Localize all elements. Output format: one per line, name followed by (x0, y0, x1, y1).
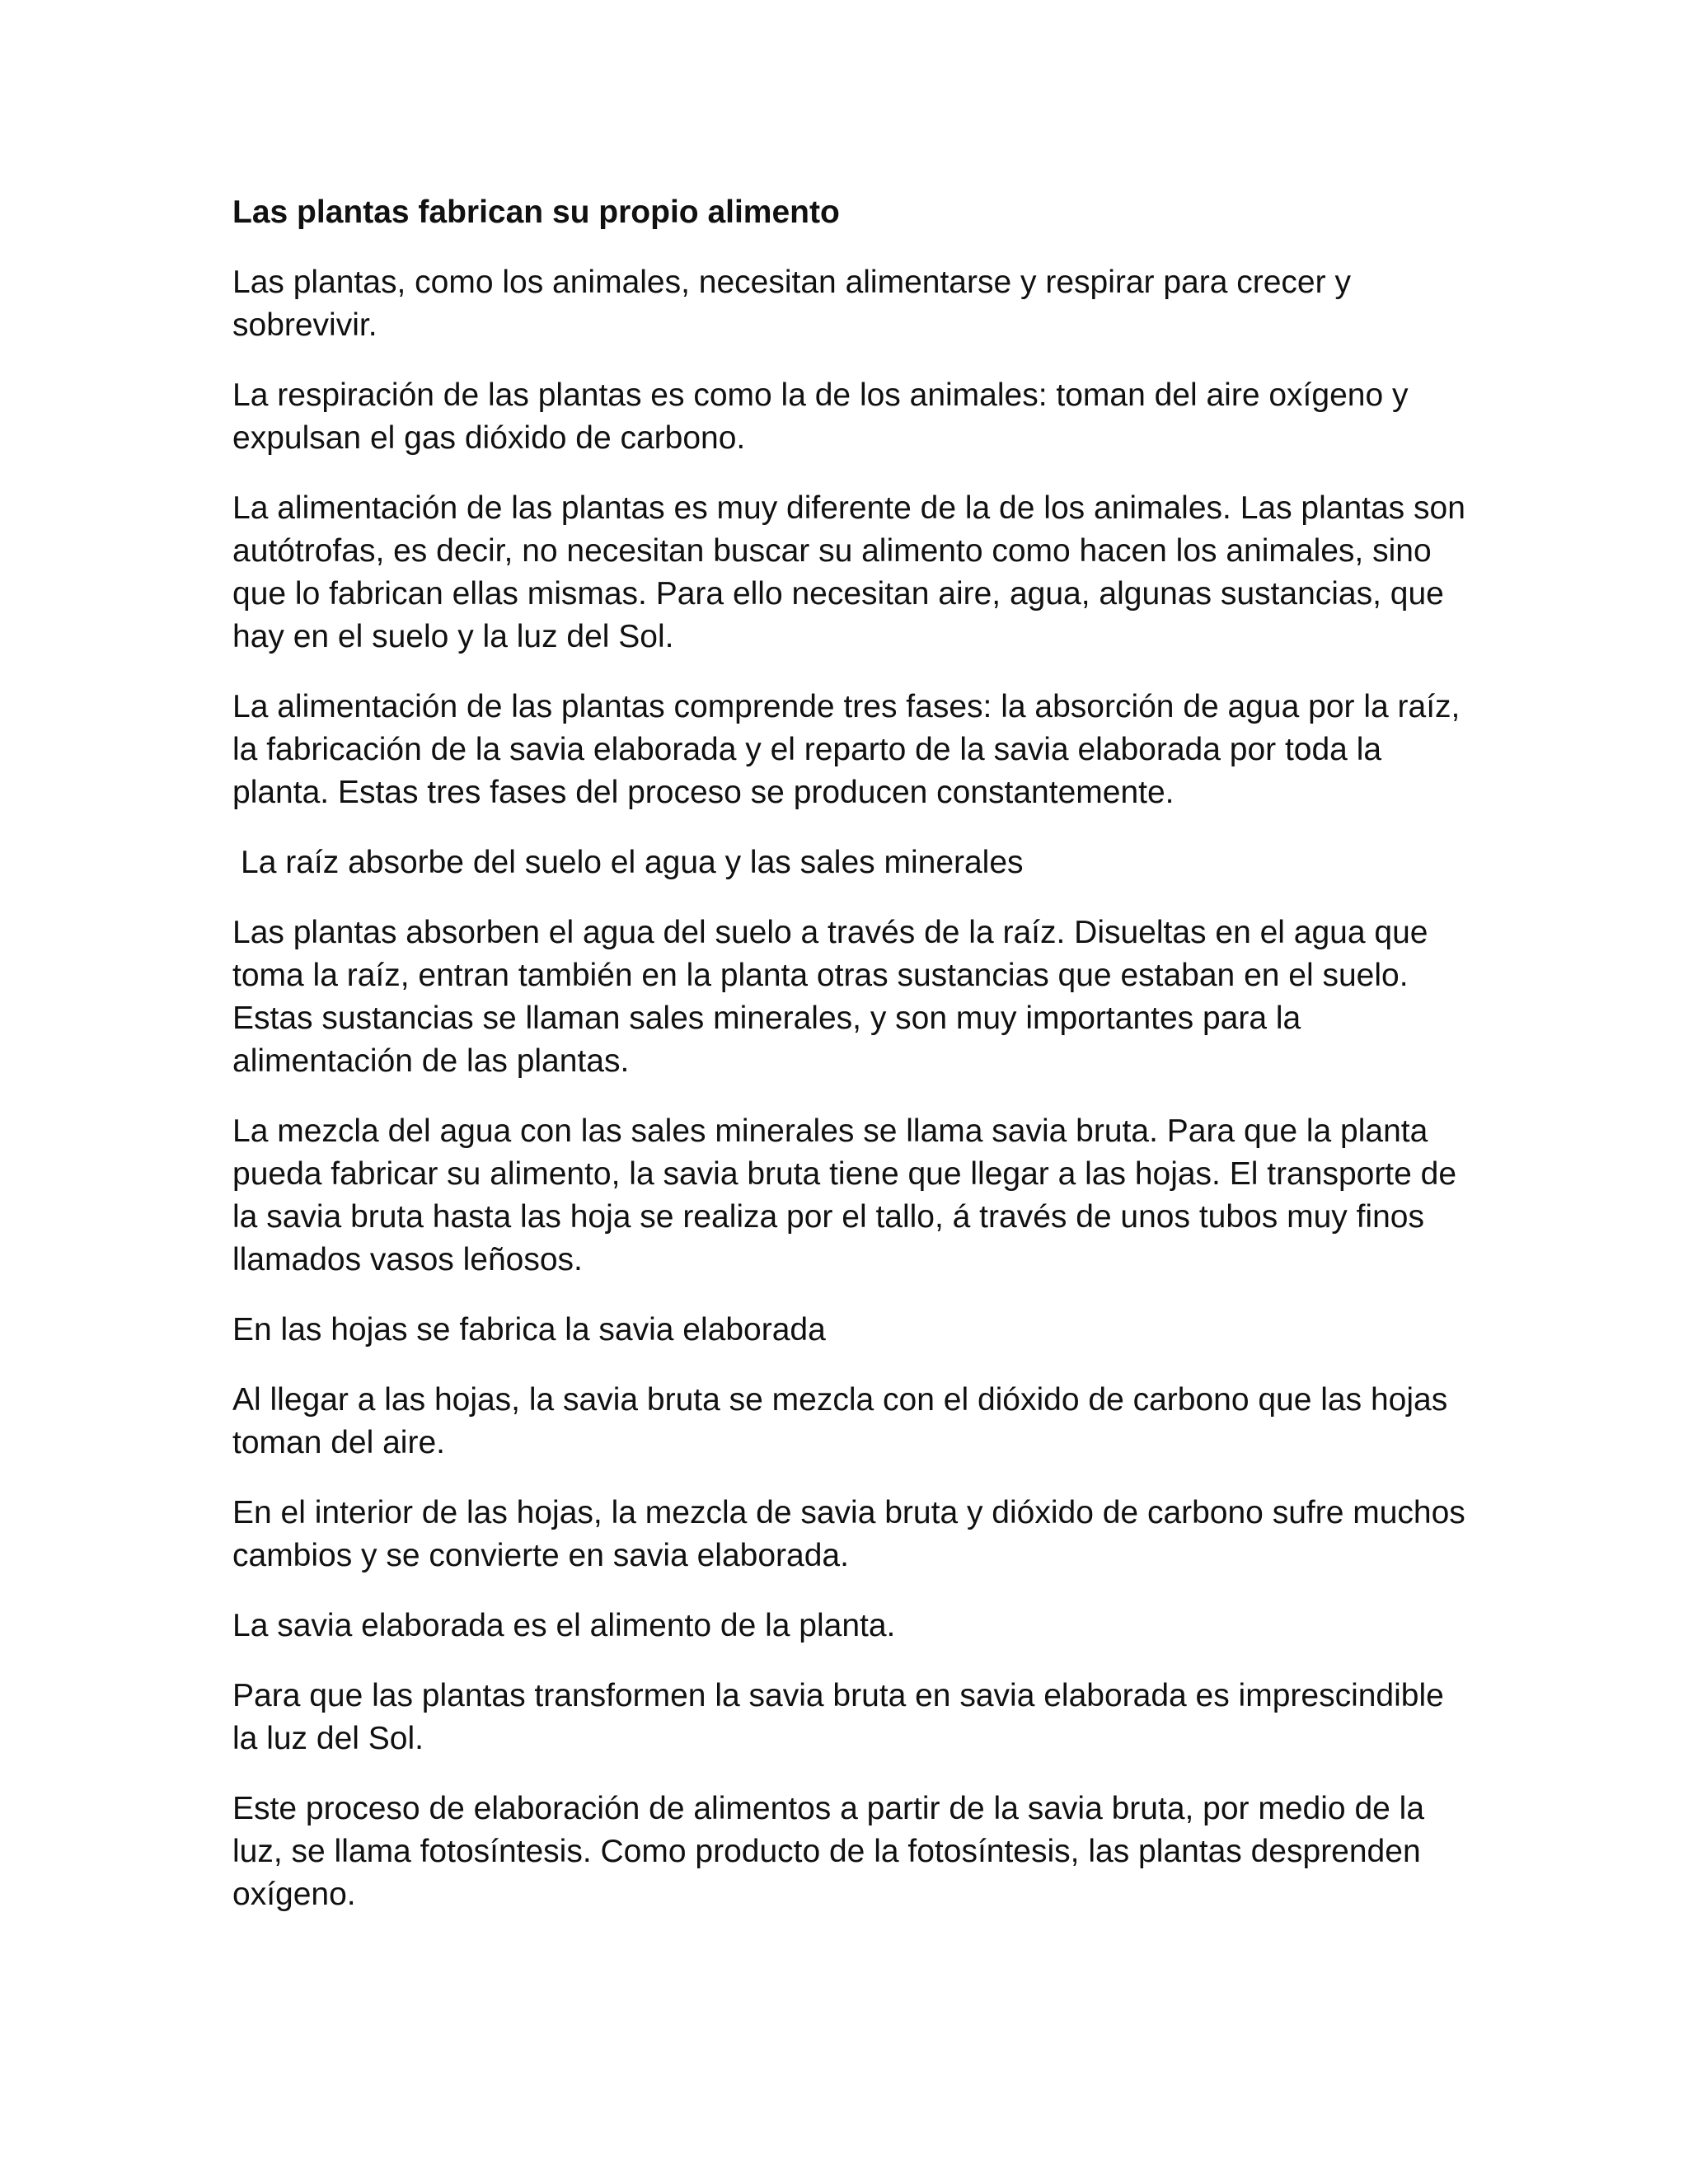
paragraph: Este proceso de elaboración de alimentos a partir de la savia bruta, por medio de la luz, se llama fotosíntesis. Como producto de la fotosíntesis, las plantas desprenden oxígeno. (232, 1791, 1425, 1912)
paragraph: Al llegar a las hojas, la savia bruta se mezcla con el dióxido de carbono que las hojas toman del aire. (232, 1382, 1448, 1460)
section-heading: En las hojas se fabrica la savia elaborada (232, 1312, 826, 1347)
paragraph: La mezcla del agua con las sales minerales se llama savia bruta. Para que la planta pueda fabricar su alimento, la savia bruta tiene que llegar a las hojas. El transporte de la savia bruta hasta las hoja se realiza por el tallo, á través de unos tubos muy finos llamados vasos leñosos. (232, 1113, 1457, 1277)
paragraph: La respiración de las plantas es como la de los animales: toman del aire oxígeno y expulsan el gas dióxido de carbono. (232, 377, 1409, 456)
paragraph: En el interior de las hojas, la mezcla de savia bruta y dióxido de carbono sufre muchos cambios y se convierte en savia elaborada. (232, 1495, 1465, 1573)
paragraph: Las plantas, como los animales, necesitan alimentarse y respirar para crecer y sobrevivir. (232, 265, 1351, 343)
document-body (232, 191, 1469, 1943)
paragraph: La alimentación de las plantas comprende tres fases: la absorción de agua por la raíz, la fabricación de la savia elaborada y el reparto de la savia elaborada por toda la planta. Estas tres fases del proceso se producen constantemente. (232, 689, 1461, 810)
paragraph: La savia elaborada es el alimento de la planta. (232, 1608, 896, 1643)
paragraph: Para que las plantas transformen la savia bruta en savia elaborada es imprescindible la luz del Sol. (232, 1678, 1444, 1756)
paragraph: La alimentación de las plantas es muy diferente de la de los animales. Las plantas son autótrofas, es decir, no necesitan buscar su alimento como hacen los animales, sino que lo fabrican ellas mismas. Para ello necesitan aire, agua, algunas sustancias, que hay en el suelo y la luz del Sol. (232, 490, 1465, 654)
paragraph: Las plantas absorben el agua del suelo a través de la raíz. Disueltas en el agua que toma la raíz, entran también en la planta otras sustancias que estaban en el suelo. Estas sustancias se llaman sales minerales, y son muy importantes para la alimentación de las plantas. (232, 915, 1428, 1079)
section-heading: La raíz absorbe del suelo el agua y las sales minerales (241, 845, 1024, 880)
document-title: Las plantas fabrican su propio alimento (232, 194, 840, 230)
